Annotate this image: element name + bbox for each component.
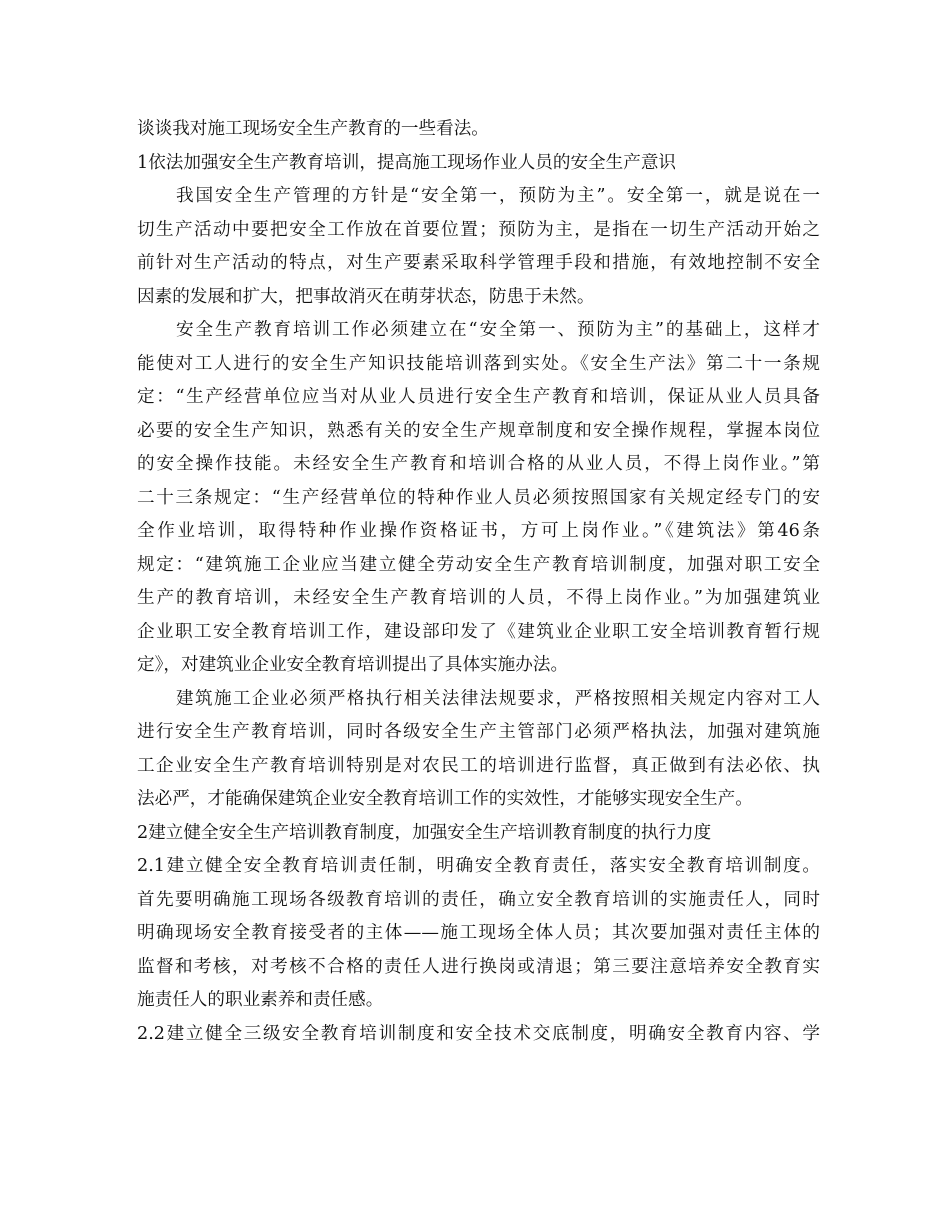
text-line: 企业职工安全教育培训工作，建设部印发了《建筑业企业职工安全培训教育暂行规 xyxy=(137,621,820,642)
text-line: 生产的教育培训，未经安全生产教育培训的人员，不得上岗作业。”为加强建筑业 xyxy=(137,588,820,608)
text-line: 监督和考核，对考核不合格的责任人进行换岗或清退；第三要注意培养安全教育实 xyxy=(137,956,820,977)
text-line: 安全生产教育培训工作必须建立在“安全第一、预防为主”的基础上，这样才 xyxy=(176,320,820,340)
text-line: 2.1建立健全安全教育培训责任制，明确安全教育责任，落实安全教育培训制度。 xyxy=(137,856,820,876)
text-line: 二十三条规定：“生产经营单位的特种作业人员必须按照国家有关规定经专门的安 xyxy=(137,487,820,508)
text-line: 1依法加强安全生产教育培训，提高施工现场作业人员的安全生产意识 xyxy=(137,152,677,173)
text-line: 定：“生产经营单位应当对从业人员进行安全生产教育和培训，保证从业人员具备 xyxy=(137,387,820,407)
text-line: 前针对生产活动的特点，对生产要素采取科学管理手段和措施，有效地控制不安全 xyxy=(137,253,820,273)
text-line: 的安全操作技能。未经安全生产教育和培训合格的从业人员，不得上岗作业。”第 xyxy=(137,454,820,474)
text-line: 我国安全生产管理的方针是“安全第一，预防为主”。安全第一，就是说在一 xyxy=(176,186,820,206)
text-line: 定》，对建筑业企业安全教育培训提出了具体实施办法。 xyxy=(137,655,569,675)
text-line: 2建立健全安全生产培训教育制度，加强安全生产培训教育制度的执行力度 xyxy=(137,822,712,843)
text-line: 规定：“建筑施工企业应当建立健全劳动安全生产教育培训制度，加强对职工安全 xyxy=(137,554,820,575)
text-line: 切生产活动中要把安全工作放在首要位置；预防为主，是指在一切生产活动开始之 xyxy=(137,219,820,240)
text-line: 明确现场安全教育接受者的主体——施工现场全体人员；其次要加强对责任主体的 xyxy=(137,923,820,943)
text-line: 施责任人的职业素养和责任感。 xyxy=(137,990,384,1010)
text-line: 工企业安全生产教育培训特别是对农民工的培训进行监督，真正做到有法必依、执 xyxy=(137,755,820,776)
text-line: 谈谈我对施工现场安全生产教育的一些看法。 xyxy=(137,119,489,139)
text-line: 因素的发展和扩大，把事故消灭在萌芽状态，防患于未然。 xyxy=(137,286,595,307)
text-line: 建筑施工企业必须严格执行相关法律法规要求，严格按照相关规定内容对工人 xyxy=(176,688,820,709)
text-line: 进行安全生产教育培训，同时各级安全生产主管部门必须严格执法，加强对建筑施 xyxy=(137,722,820,742)
text-line: 能使对工人进行的安全生产知识技能培训落到实处。《安全生产法》第二十一条规 xyxy=(137,353,820,374)
text-line: 2.2建立健全三级安全教育培训制度和安全技术交底制度，明确安全教育内容、学 xyxy=(137,1023,820,1044)
text-line: 全作业培训，取得特种作业操作资格证书，方可上岗作业。”《建筑法》第46条 xyxy=(137,521,820,541)
text-line: 必要的安全生产知识，熟悉有关的安全生产规章制度和安全操作规程，掌握本岗位 xyxy=(137,420,820,441)
text-line: 首先要明确施工现场各级教育培训的责任，确立安全教育培训的实施责任人，同时 xyxy=(137,889,820,910)
text-line: 法必严，才能确保建筑企业安全教育培训工作的实效性，才能够实现安全生产。 xyxy=(137,789,753,809)
